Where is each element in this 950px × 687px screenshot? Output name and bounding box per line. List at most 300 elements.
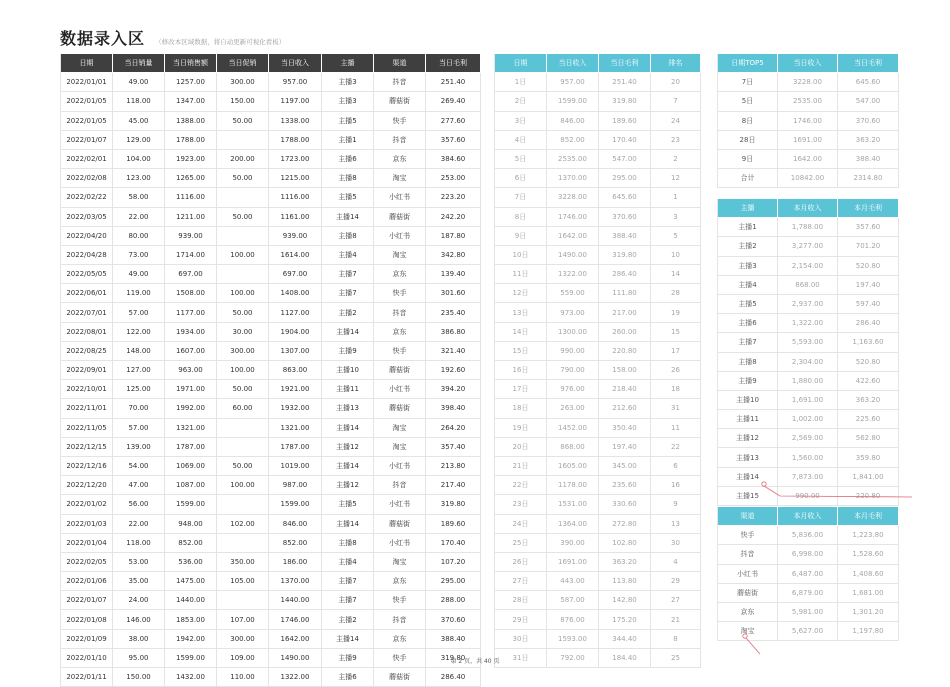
table-cell[interactable]: 1,408.60 [838, 564, 899, 583]
table-cell[interactable]: 2022/02/01 [61, 149, 113, 168]
table-cell[interactable]: 300.00 [217, 341, 269, 360]
table-cell[interactable]: 22.00 [113, 207, 165, 226]
table-cell[interactable]: 957.00 [269, 73, 322, 92]
table-cell[interactable]: 29 [651, 572, 701, 591]
table-cell[interactable]: 547.00 [838, 92, 899, 111]
table-cell[interactable]: 1723.00 [269, 149, 322, 168]
table-cell[interactable]: 22日 [495, 476, 547, 495]
table-cell[interactable]: 1921.00 [269, 380, 322, 399]
table-cell[interactable]: 主播10 [718, 390, 778, 409]
table-cell[interactable]: 1日 [495, 73, 547, 92]
table-cell[interactable]: 1,528.60 [838, 545, 899, 564]
table-cell[interactable]: 1388.00 [165, 111, 217, 130]
table-cell[interactable]: 2022/01/09 [61, 629, 113, 648]
table-cell[interactable]: 2022/01/07 [61, 591, 113, 610]
table-cell[interactable]: 主播5 [322, 111, 374, 130]
table-cell[interactable]: 18 [651, 380, 701, 399]
table-cell[interactable]: 330.60 [599, 495, 651, 514]
table-cell[interactable]: 73.00 [113, 245, 165, 264]
table-cell[interactable]: 127.00 [113, 361, 165, 380]
table-cell[interactable]: 1,223.80 [838, 526, 899, 545]
table-cell[interactable]: 35.00 [113, 572, 165, 591]
table-cell[interactable]: 京东 [374, 629, 426, 648]
table-cell[interactable]: 390.00 [547, 533, 599, 552]
table-cell[interactable]: 645.60 [599, 188, 651, 207]
table-cell[interactable]: 快手 [374, 591, 426, 610]
table-cell[interactable]: 1746.00 [778, 111, 838, 130]
table-cell[interactable]: 319.80 [426, 648, 481, 667]
table-cell[interactable]: 363.20 [599, 552, 651, 571]
table-cell[interactable]: 319.80 [599, 92, 651, 111]
table-cell[interactable]: 1593.00 [547, 629, 599, 648]
table-cell[interactable]: 1490.00 [547, 245, 599, 264]
table-cell[interactable]: 1 [651, 188, 701, 207]
table-cell[interactable]: 217.00 [599, 303, 651, 322]
table-cell[interactable]: 235.40 [426, 303, 481, 322]
table-cell[interactable]: 1215.00 [269, 169, 322, 188]
table-cell[interactable]: 主播7 [322, 284, 374, 303]
table-cell[interactable]: 29日 [495, 610, 547, 629]
table-cell[interactable]: 158.00 [599, 361, 651, 380]
table-cell[interactable]: 24日 [495, 514, 547, 533]
table-cell[interactable]: 14日 [495, 322, 547, 341]
table-cell[interactable]: 253.00 [426, 169, 481, 188]
table-cell[interactable]: 107.00 [217, 610, 269, 629]
table-cell[interactable]: 26日 [495, 552, 547, 571]
table-cell[interactable]: 2,937.00 [778, 294, 838, 313]
table-cell[interactable]: 1,197.80 [838, 622, 899, 641]
table-cell[interactable]: 559.00 [547, 284, 599, 303]
table-cell[interactable]: 3 [651, 207, 701, 226]
table-cell[interactable]: 5,593.00 [778, 333, 838, 352]
table-cell[interactable]: 小红书 [374, 380, 426, 399]
table-cell[interactable]: 973.00 [547, 303, 599, 322]
table-cell[interactable]: 286.40 [838, 314, 899, 333]
table-cell[interactable]: 2022/06/01 [61, 284, 113, 303]
table-cell[interactable]: 6 [651, 456, 701, 475]
table-cell[interactable]: 1265.00 [165, 169, 217, 188]
table-cell[interactable]: 主播9 [322, 648, 374, 667]
table-cell[interactable]: 38.00 [113, 629, 165, 648]
table-cell[interactable]: 主播3 [718, 256, 778, 275]
table-cell[interactable]: 187.80 [426, 226, 481, 245]
table-cell[interactable]: 295.00 [426, 572, 481, 591]
table-cell[interactable]: 1691.00 [547, 552, 599, 571]
table-cell[interactable]: 2022/07/01 [61, 303, 113, 322]
table-cell[interactable]: 主播6 [718, 314, 778, 333]
table-cell[interactable]: 50.00 [217, 456, 269, 475]
table-cell[interactable]: 2022/09/01 [61, 361, 113, 380]
table-cell[interactable]: 1,560.00 [778, 448, 838, 467]
table-cell[interactable]: 223.20 [426, 188, 481, 207]
table-cell[interactable]: 2022/04/28 [61, 245, 113, 264]
table-cell[interactable]: 1338.00 [269, 111, 322, 130]
table-cell[interactable]: 547.00 [599, 149, 651, 168]
table-cell[interactable]: 24.00 [113, 591, 165, 610]
table-cell[interactable]: 1257.00 [165, 73, 217, 92]
table-cell[interactable]: 10 [651, 245, 701, 264]
table-cell[interactable]: 主播3 [322, 73, 374, 92]
table-cell[interactable]: 1321.00 [165, 418, 217, 437]
table-cell[interactable]: 1746.00 [547, 207, 599, 226]
table-cell[interactable]: 1599.00 [269, 495, 322, 514]
table-cell[interactable]: 1,681.00 [838, 583, 899, 602]
table-cell[interactable]: 1932.00 [269, 399, 322, 418]
table-cell[interactable]: 2 [651, 149, 701, 168]
table-cell[interactable]: 370.60 [838, 111, 899, 130]
table-cell[interactable]: 主播5 [322, 188, 374, 207]
table-cell[interactable]: 主播14 [322, 456, 374, 475]
table-cell[interactable]: 快手 [374, 341, 426, 360]
table-cell[interactable]: 1508.00 [165, 284, 217, 303]
table-cell[interactable]: 562.80 [838, 429, 899, 448]
table-cell[interactable]: 1599.00 [547, 92, 599, 111]
table-cell[interactable]: 587.00 [547, 591, 599, 610]
table-cell[interactable]: 957.00 [547, 73, 599, 92]
table-cell[interactable]: 主播4 [322, 245, 374, 264]
table-cell[interactable]: 118.00 [113, 92, 165, 111]
table-cell[interactable]: 3日 [495, 111, 547, 130]
table-cell[interactable]: 18日 [495, 399, 547, 418]
table-cell[interactable]: 846.00 [547, 111, 599, 130]
table-cell[interactable]: 57.00 [113, 418, 165, 437]
table-cell[interactable]: 1923.00 [165, 149, 217, 168]
table-cell[interactable]: 852.00 [547, 130, 599, 149]
table-cell[interactable]: 28日 [718, 130, 778, 149]
table-cell[interactable]: 863.00 [269, 361, 322, 380]
table-cell[interactable]: 990.00 [778, 486, 838, 505]
table-cell[interactable]: 快手 [718, 526, 778, 545]
table-cell[interactable]: 1788.00 [165, 130, 217, 149]
table-cell[interactable]: 主播8 [718, 352, 778, 371]
table-cell[interactable]: 24 [651, 111, 701, 130]
table-cell[interactable]: 102.80 [599, 533, 651, 552]
table-cell[interactable]: 1,841.00 [838, 467, 899, 486]
table-cell[interactable]: 264.20 [426, 418, 481, 437]
table-cell[interactable]: 蘑菇街 [374, 92, 426, 111]
table-cell[interactable]: 148.00 [113, 341, 165, 360]
table-cell[interactable]: 113.80 [599, 572, 651, 591]
table-cell[interactable]: 170.40 [426, 533, 481, 552]
table-cell[interactable]: 蘑菇街 [374, 207, 426, 226]
table-cell[interactable]: 1178.00 [547, 476, 599, 495]
table-cell[interactable]: 28日 [495, 591, 547, 610]
table-cell[interactable]: 主播5 [718, 294, 778, 313]
table-cell[interactable]: 319.80 [426, 495, 481, 514]
table-cell[interactable]: 淘宝 [718, 622, 778, 641]
table-cell[interactable]: 251.40 [599, 73, 651, 92]
table-cell[interactable]: 150.00 [217, 92, 269, 111]
table-cell[interactable]: 357.60 [838, 218, 899, 237]
table-cell[interactable]: 790.00 [547, 361, 599, 380]
table-cell[interactable]: 197.40 [838, 275, 899, 294]
table-cell[interactable]: 1714.00 [165, 245, 217, 264]
table-cell[interactable]: 2日 [495, 92, 547, 111]
table-cell[interactable]: 1,301.20 [838, 602, 899, 621]
table-cell[interactable]: 1127.00 [269, 303, 322, 322]
table-cell[interactable]: 19日 [495, 418, 547, 437]
table-cell[interactable]: 主播13 [322, 399, 374, 418]
table-cell[interactable]: 主播12 [322, 476, 374, 495]
table-cell[interactable]: 26 [651, 361, 701, 380]
table-cell[interactable]: 1992.00 [165, 399, 217, 418]
table-cell[interactable]: 2022/03/05 [61, 207, 113, 226]
table-cell[interactable]: 218.40 [599, 380, 651, 399]
table-cell[interactable]: 1904.00 [269, 322, 322, 341]
table-cell[interactable]: 697.00 [165, 265, 217, 284]
table-cell[interactable]: 2022/01/10 [61, 648, 113, 667]
table-cell[interactable]: 987.00 [269, 476, 322, 495]
table-cell[interactable]: 990.00 [547, 341, 599, 360]
table-cell[interactable]: 2022/01/11 [61, 668, 113, 687]
table-cell[interactable]: 386.80 [426, 322, 481, 341]
table-cell[interactable]: 852.00 [269, 533, 322, 552]
table-cell[interactable]: 1,788.00 [778, 218, 838, 237]
table-cell[interactable]: 9日 [718, 149, 778, 168]
table-cell[interactable]: 2022/04/20 [61, 226, 113, 245]
table-cell[interactable]: 8日 [495, 207, 547, 226]
table-cell[interactable]: 118.00 [113, 533, 165, 552]
table-cell[interactable]: 5日 [495, 149, 547, 168]
table-cell[interactable]: 主播7 [322, 572, 374, 591]
table-cell[interactable]: 主播3 [322, 92, 374, 111]
table-cell[interactable]: 125.00 [113, 380, 165, 399]
table-cell[interactable]: 2022/12/15 [61, 437, 113, 456]
table-cell[interactable]: 102.00 [217, 514, 269, 533]
table-cell[interactable]: 357.60 [426, 130, 481, 149]
table-cell[interactable]: 1,322.00 [778, 314, 838, 333]
table-cell[interactable]: 京东 [374, 265, 426, 284]
table-cell[interactable]: 2022/01/07 [61, 130, 113, 149]
table-cell[interactable]: 2022/01/03 [61, 514, 113, 533]
table-cell[interactable]: 110.00 [217, 668, 269, 687]
table-cell[interactable]: 1300.00 [547, 322, 599, 341]
table-cell[interactable]: 47.00 [113, 476, 165, 495]
table-cell[interactable]: 1116.00 [269, 188, 322, 207]
table-cell[interactable]: 1787.00 [269, 437, 322, 456]
table-cell[interactable]: 主播7 [322, 265, 374, 284]
table-cell[interactable]: 225.60 [838, 410, 899, 429]
table-cell[interactable]: 398.40 [426, 399, 481, 418]
table-cell[interactable]: 197.40 [599, 437, 651, 456]
table-cell[interactable]: 16 [651, 476, 701, 495]
table-cell[interactable]: 1642.00 [269, 629, 322, 648]
table-cell[interactable]: 54.00 [113, 456, 165, 475]
table-cell[interactable]: 主播11 [718, 410, 778, 429]
table-cell[interactable]: 384.60 [426, 149, 481, 168]
table-cell[interactable]: 189.60 [426, 514, 481, 533]
table-cell[interactable]: 1211.00 [165, 207, 217, 226]
table-cell[interactable]: 212.60 [599, 399, 651, 418]
table-cell[interactable]: 1942.00 [165, 629, 217, 648]
table-cell[interactable]: 京东 [374, 149, 426, 168]
table-cell[interactable]: 蘑菇街 [374, 668, 426, 687]
table-cell[interactable]: 109.00 [217, 648, 269, 667]
table-cell[interactable]: 2022/01/01 [61, 73, 113, 92]
table-cell[interactable]: 2022/08/25 [61, 341, 113, 360]
table-cell[interactable]: 260.00 [599, 322, 651, 341]
table-cell[interactable]: 123.00 [113, 169, 165, 188]
table-cell[interactable]: 251.40 [426, 73, 481, 92]
table-cell[interactable]: 359.80 [838, 448, 899, 467]
table-cell[interactable]: 175.20 [599, 610, 651, 629]
table-cell[interactable]: 30.00 [217, 322, 269, 341]
table-cell[interactable]: 15 [651, 322, 701, 341]
table-cell[interactable]: 100.00 [217, 245, 269, 264]
table-cell[interactable]: 1069.00 [165, 456, 217, 475]
table-cell[interactable]: 342.80 [426, 245, 481, 264]
table-cell[interactable]: 948.00 [165, 514, 217, 533]
table-cell[interactable]: 主播8 [322, 226, 374, 245]
table-cell[interactable]: 主播14 [322, 322, 374, 341]
table-cell[interactable]: 31日 [495, 648, 547, 667]
table-cell[interactable]: 235.60 [599, 476, 651, 495]
table-cell[interactable]: 抖音 [374, 476, 426, 495]
table-cell[interactable]: 主播7 [718, 333, 778, 352]
table-cell[interactable]: 300.00 [217, 629, 269, 648]
table-cell[interactable]: 主播2 [718, 237, 778, 256]
table-cell[interactable]: 119.00 [113, 284, 165, 303]
table-cell[interactable]: 370.60 [426, 610, 481, 629]
table-cell[interactable]: 139.40 [426, 265, 481, 284]
table-cell[interactable]: 170.40 [599, 130, 651, 149]
table-cell[interactable]: 17日 [495, 380, 547, 399]
table-cell[interactable]: 1531.00 [547, 495, 599, 514]
table-cell[interactable]: 主播9 [718, 371, 778, 390]
table-cell[interactable]: 1452.00 [547, 418, 599, 437]
table-cell[interactable]: 220.80 [838, 486, 899, 505]
table-cell[interactable]: 2022/12/20 [61, 476, 113, 495]
table-cell[interactable]: 200.00 [217, 149, 269, 168]
table-cell[interactable]: 5,836.00 [778, 526, 838, 545]
table-cell[interactable]: 60.00 [217, 399, 269, 418]
table-cell[interactable]: 2022/02/05 [61, 552, 113, 571]
table-cell[interactable]: 1364.00 [547, 514, 599, 533]
table-cell[interactable]: 536.00 [165, 552, 217, 571]
table-cell[interactable]: 129.00 [113, 130, 165, 149]
table-cell[interactable]: 7日 [718, 73, 778, 92]
table-cell[interactable]: 1599.00 [165, 495, 217, 514]
table-cell[interactable]: 4日 [495, 130, 547, 149]
table-cell[interactable]: 小红书 [374, 188, 426, 207]
table-cell[interactable]: 2022/01/05 [61, 111, 113, 130]
table-cell[interactable]: 小红书 [718, 564, 778, 583]
table-cell[interactable]: 939.00 [269, 226, 322, 245]
table-cell[interactable]: 1971.00 [165, 380, 217, 399]
table-cell[interactable]: 122.00 [113, 322, 165, 341]
table-cell[interactable]: 2022/01/08 [61, 610, 113, 629]
table-cell[interactable]: 2022/11/05 [61, 418, 113, 437]
table-cell[interactable]: 146.00 [113, 610, 165, 629]
table-cell[interactable]: 100.00 [217, 284, 269, 303]
table-cell[interactable]: 主播6 [322, 668, 374, 687]
table-cell[interactable]: 2,304.00 [778, 352, 838, 371]
table-cell[interactable]: 1197.00 [269, 92, 322, 111]
table-cell[interactable]: 蘑菇街 [374, 399, 426, 418]
table-cell[interactable]: 701.20 [838, 237, 899, 256]
table-cell[interactable]: 25日 [495, 533, 547, 552]
table-cell[interactable]: 344.40 [599, 629, 651, 648]
table-cell[interactable]: 7,873.00 [778, 467, 838, 486]
table-cell[interactable]: 1853.00 [165, 610, 217, 629]
table-cell[interactable]: 1019.00 [269, 456, 322, 475]
table-cell[interactable]: 1642.00 [778, 149, 838, 168]
table-cell[interactable]: 主播10 [322, 361, 374, 380]
table-cell[interactable]: 422.60 [838, 371, 899, 390]
table-cell[interactable]: 蘑菇街 [374, 514, 426, 533]
table-cell[interactable]: 6,998.00 [778, 545, 838, 564]
table-cell[interactable]: 142.80 [599, 591, 651, 610]
table-cell[interactable]: 1788.00 [269, 130, 322, 149]
table-cell[interactable]: 京东 [718, 602, 778, 621]
table-cell[interactable]: 主播14 [322, 514, 374, 533]
table-cell[interactable]: 50.00 [217, 207, 269, 226]
table-cell[interactable]: 主播11 [322, 380, 374, 399]
table-cell[interactable]: 28 [651, 284, 701, 303]
table-cell[interactable]: 1642.00 [547, 226, 599, 245]
table-cell[interactable]: 49.00 [113, 265, 165, 284]
table-cell[interactable]: 5 [651, 226, 701, 245]
table-cell[interactable]: 主播14 [718, 467, 778, 486]
table-cell[interactable]: 8日 [718, 111, 778, 130]
table-cell[interactable]: 388.40 [426, 629, 481, 648]
table-cell[interactable]: 2022/12/16 [61, 456, 113, 475]
table-cell[interactable]: 321.40 [426, 341, 481, 360]
table-cell[interactable]: 697.00 [269, 265, 322, 284]
table-cell[interactable]: 95.00 [113, 648, 165, 667]
table-cell[interactable]: 57.00 [113, 303, 165, 322]
table-cell[interactable]: 645.60 [838, 73, 899, 92]
table-cell[interactable]: 1177.00 [165, 303, 217, 322]
table-cell[interactable]: 主播7 [322, 591, 374, 610]
table-cell[interactable]: 20日 [495, 437, 547, 456]
table-cell[interactable]: 56.00 [113, 495, 165, 514]
table-cell[interactable]: 2535.00 [547, 149, 599, 168]
table-cell[interactable]: 主播6 [322, 149, 374, 168]
table-cell[interactable]: 抖音 [374, 130, 426, 149]
table-cell[interactable]: 2022/05/05 [61, 265, 113, 284]
table-cell[interactable]: 主播2 [322, 303, 374, 322]
table-cell[interactable]: 363.20 [838, 130, 899, 149]
table-cell[interactable]: 主播9 [322, 341, 374, 360]
table-cell[interactable]: 主播14 [322, 629, 374, 648]
table-cell[interactable]: 301.60 [426, 284, 481, 303]
table-cell[interactable]: 186.00 [269, 552, 322, 571]
table-cell[interactable]: 淘宝 [374, 418, 426, 437]
table-cell[interactable]: 50.00 [217, 303, 269, 322]
table-cell[interactable]: 2535.00 [778, 92, 838, 111]
table-cell[interactable]: 792.00 [547, 648, 599, 667]
table-cell[interactable]: 50.00 [217, 380, 269, 399]
table-cell[interactable]: 300.00 [217, 73, 269, 92]
table-cell[interactable]: 17 [651, 341, 701, 360]
table-cell[interactable]: 2314.80 [838, 169, 899, 188]
table-cell[interactable]: 淘宝 [374, 169, 426, 188]
table-cell[interactable]: 1322.00 [547, 265, 599, 284]
table-cell[interactable]: 10842.00 [778, 169, 838, 188]
table-cell[interactable]: 9 [651, 495, 701, 514]
table-cell[interactable]: 213.80 [426, 456, 481, 475]
table-cell[interactable]: 6日 [495, 169, 547, 188]
table-cell[interactable]: 5日 [718, 92, 778, 111]
table-cell[interactable]: 1370.00 [547, 169, 599, 188]
table-cell[interactable]: 1787.00 [165, 437, 217, 456]
table-cell[interactable]: 220.80 [599, 341, 651, 360]
table-cell[interactable]: 22.00 [113, 514, 165, 533]
table-cell[interactable]: 1432.00 [165, 668, 217, 687]
table-cell[interactable]: 2022/01/04 [61, 533, 113, 552]
table-cell[interactable]: 小红书 [374, 456, 426, 475]
